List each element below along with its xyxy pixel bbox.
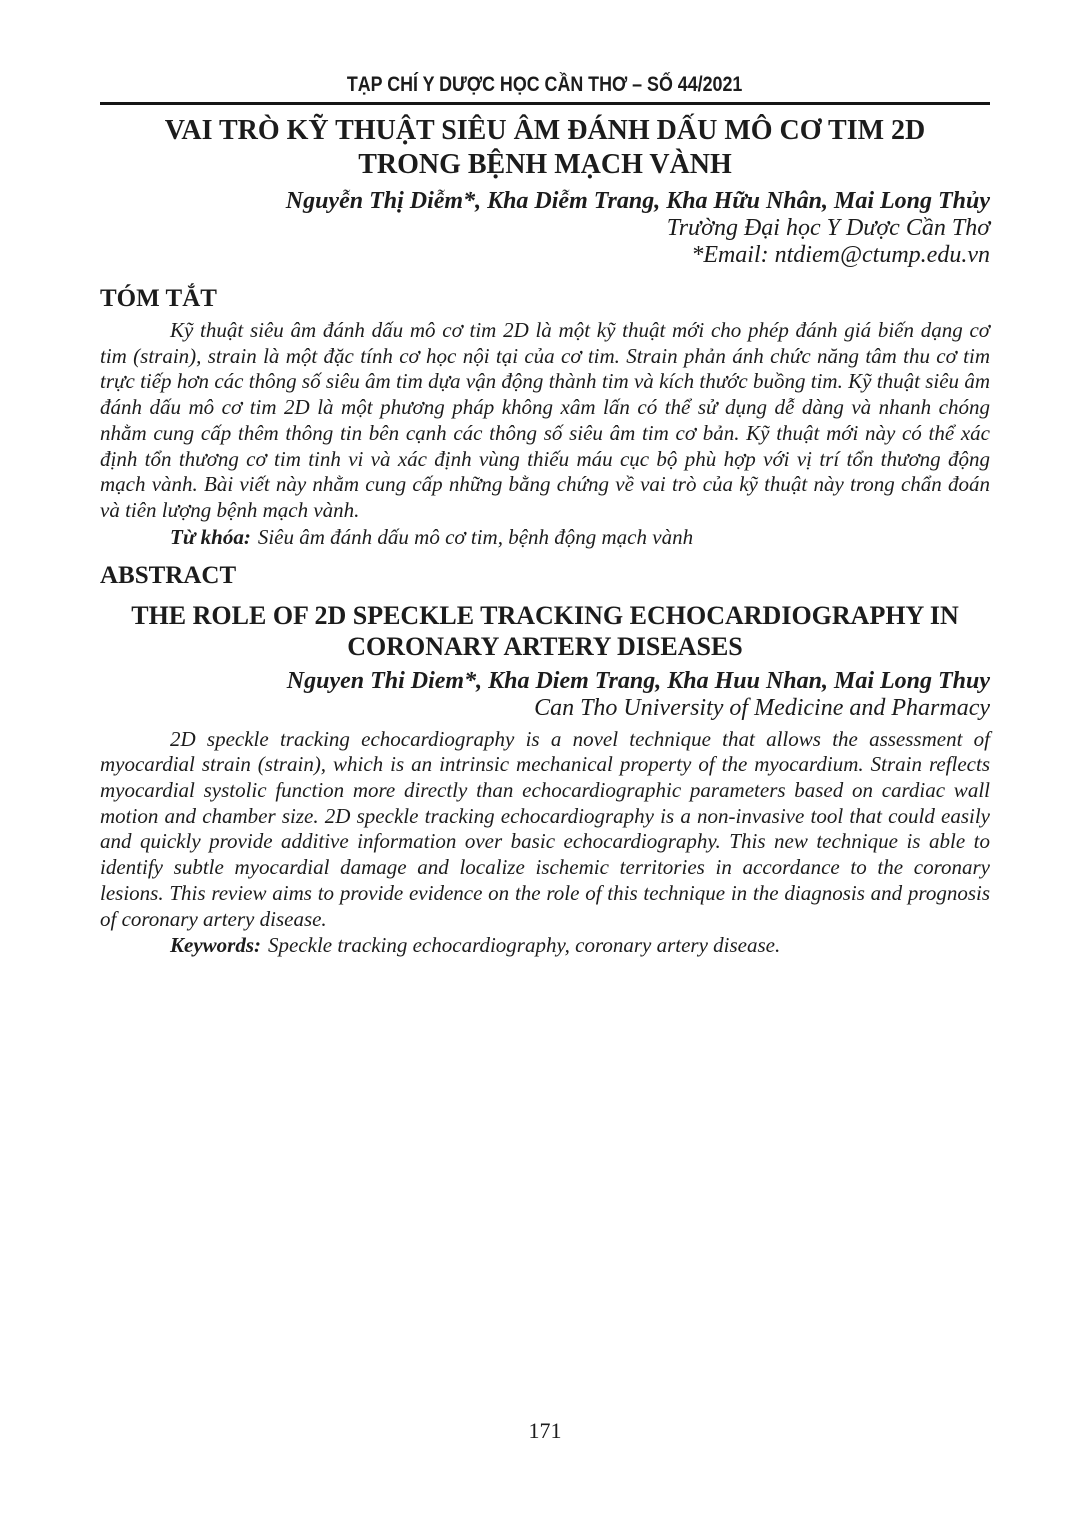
article-title-en-line2: CORONARY ARTERY DISEASES [347, 631, 743, 661]
section-heading-tom-tat: TÓM TẮT [100, 285, 217, 312]
affiliation-en: Can Tho University of Medicine and Pharmacy [534, 694, 990, 721]
page-number: 171 [528, 1418, 562, 1443]
section-heading-abstract: ABSTRACT [100, 561, 237, 589]
authors-en: Nguyen Thi Diem*, Kha Diem Trang, Kha Huu Nhan, Mai Long Thuy [286, 667, 990, 694]
keywords-en-line [100, 932, 990, 958]
keywords-vi-text: Siêu âm đánh dấu mô cơ tim, bệnh động mạch vành [257, 524, 694, 549]
abstract-vi-paragraph: Kỹ thuật siêu âm đánh dấu mô cơ tim 2D là một kỹ thuật mới cho phép đánh giá biến dạng cơ tim (strain), strain là một đặc tính cơ học nội tại của cơ tim. Strain phản ánh chức năng tâm thu cơ tim trực tiếp hơn các thông số siêu âm tim dựa vận động thành tim và kích thước buồng tim. Kỹ thuật siêu âm đánh dấu mô cơ tim 2D là một phương pháp không xâm lấn có thể sử dụng dễ dàng và nhanh chóng nhằm cung cấp thêm thông tin bên cạnh các thông số siêu âm tim cơ bản. Kỹ thuật mới này có thể xác định tổn thương cơ tim tinh vi và xác định vùng thiếu máu cục bộ phù hợp với vị trí tổn thương động mạch vành. Bài viết này nhằm cung cấp những bằng chứng về vai trò của kỹ thuật này trong chẩn đoán và tiên lượng bệnh mạch vành. [100, 318, 990, 522]
article-title-vi [100, 114, 990, 182]
article-title-vi-line2: TRONG BỆNH MẠCH VÀNH [358, 149, 732, 180]
journal-header [100, 72, 990, 97]
keywords-en-text: Speckle tracking echocardiography, coronary artery disease. [268, 933, 781, 958]
keywords-en-label: Keywords: [170, 933, 261, 958]
keywords-vi-line [100, 524, 990, 550]
authors-vi: Nguyễn Thị Diễm*, Kha Diễm Trang, Kha Hữu Nhân, Mai Long Thủy [285, 188, 990, 214]
header-rule [100, 102, 990, 105]
keywords-vi-label: Từ khóa: [170, 524, 251, 549]
article-title-en [100, 600, 990, 662]
abstract-en-paragraph: 2D speckle tracking echocardiography is a novel technique that allows the assessment of myocardial strain (strain), which is an intrinsic mechanical property of the myocardium. Strain reflects myocardial systolic function more directly than echocardiographic parameters based on cardiac wall motion and chamber size. 2D speckle tracking echocardiography is a non-invasive tool that could easily and quickly provide additive information over basic echocardiography. This new technique is able to identify subtle myocardial damage and localize ischemic territories in accordance to the coronary lesions. This review aims to provide evidence on the role of this technique in the diagnosis and prognosis of coronary artery disease. [100, 726, 990, 931]
article-title-en-line1: THE ROLE OF 2D SPECKLE TRACKING ECHOCARDIOGRAPHY IN [131, 600, 959, 630]
corresponding-email: *Email: ntdiem@ctump.edu.vn [691, 242, 990, 268]
affiliation-vi: Trường Đại học Y Dược Cần Thơ [666, 215, 990, 241]
journal-header-text: TẠP CHÍ Y DƯỢC HỌC CẦN THƠ – SỐ 44/2021 [347, 73, 743, 96]
article-title-vi-line1: VAI TRÒ KỸ THUẬT SIÊU ÂM ĐÁNH DẤU MÔ CƠ TIM 2D [164, 115, 926, 146]
